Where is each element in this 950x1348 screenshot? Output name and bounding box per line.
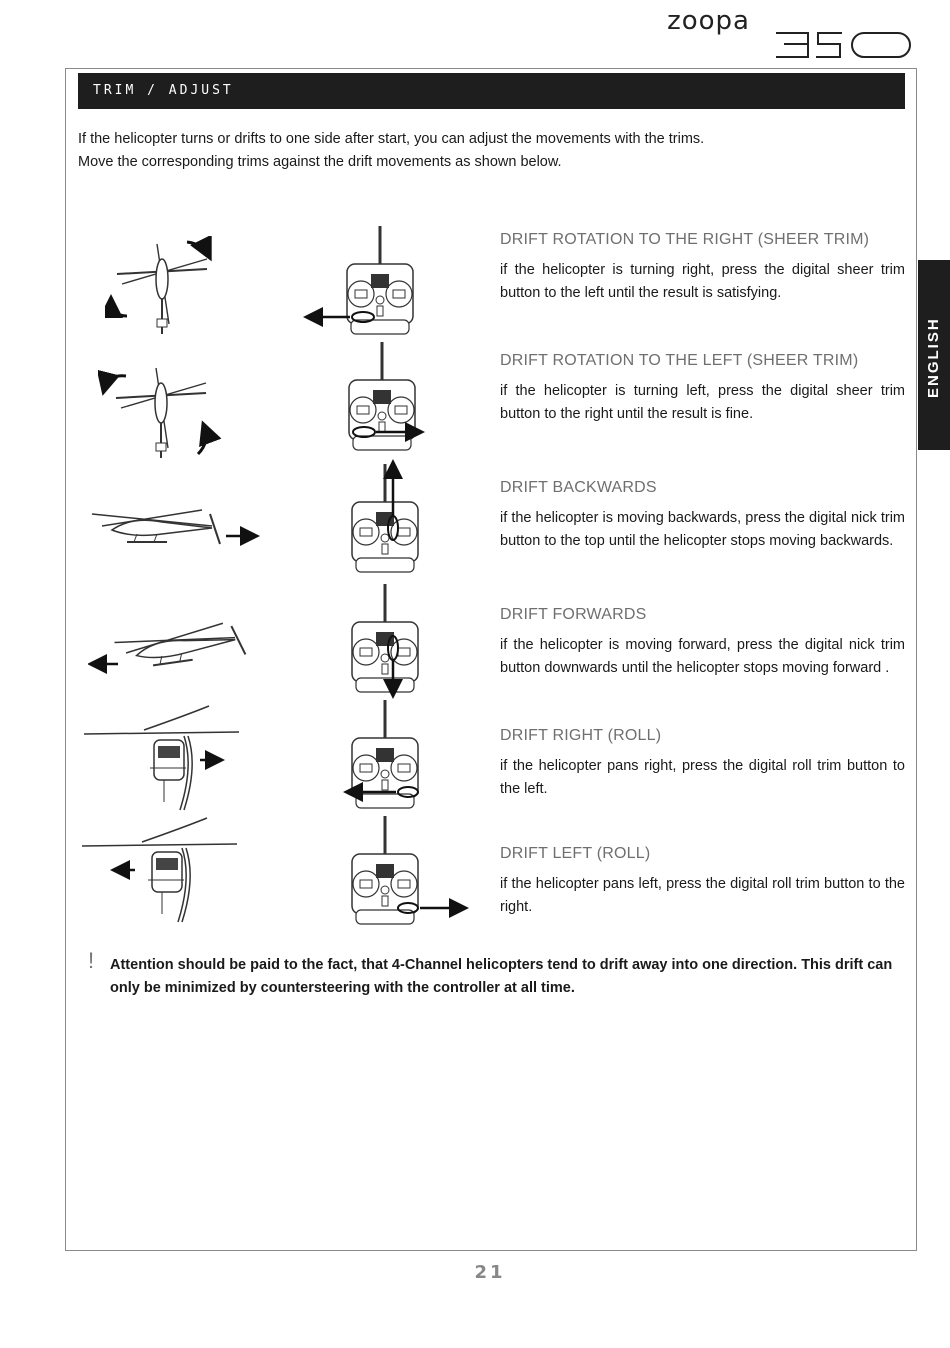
language-tab[interactable] — [918, 260, 950, 450]
page-number: 21 — [474, 1262, 506, 1283]
row-description: if the helicopter is turning right, press the digital sheer trim button to the left until the result is satisfying. — [500, 262, 905, 301]
row-title: DRIFT RIGHT (ROLL) — [500, 727, 662, 744]
intro-text — [78, 128, 908, 173]
remote-nick-trim-up-icon — [340, 456, 430, 576]
intro-line: If the helicopter turns or drifts to one side after start, you can adjust the movements with the trims. — [78, 131, 705, 147]
helicopter-panning-right-icon — [82, 704, 247, 814]
row-description: if the helicopter is turning left, press the digital sheer trim button to the right until the result is fine. — [500, 383, 905, 422]
attention-icon: ! — [88, 948, 95, 973]
brand-name: zoopa — [667, 6, 750, 36]
row-title: DRIFT LEFT (ROLL) — [500, 845, 651, 862]
helicopter-turning-left-icon — [98, 364, 223, 464]
section-title: TRIM / ADJUST — [93, 83, 234, 98]
row-description: if the helicopter pans right, press the digital roll trim button to the left. — [500, 758, 905, 797]
remote-sheer-trim-left-icon — [300, 224, 440, 339]
row-title: DRIFT ROTATION TO THE LEFT (SHEER TRIM) — [500, 352, 859, 369]
row-title: DRIFT BACKWARDS — [500, 479, 657, 496]
remote-nick-trim-down-icon — [340, 582, 430, 702]
row-title: DRIFT FORWARDS — [500, 606, 647, 623]
attention-note: Attention should be paid to the fact, that 4-Channel helicopters tend to drift away into one direction. This drift can only be minimized by countersteering with the controller at all time. — [110, 957, 893, 996]
helicopter-turning-right-icon — [105, 236, 225, 341]
remote-roll-trim-left-icon — [340, 698, 430, 813]
remote-roll-trim-right-icon — [340, 814, 470, 929]
language-tab-label: ENGLISH — [925, 317, 942, 398]
helicopter-drifting-forward-icon — [88, 622, 248, 682]
row-description: if the helicopter is moving forward, press the digital nick trim button downwards until the helicopter stops moving forward . — [500, 637, 905, 676]
remote-sheer-trim-right-icon — [300, 340, 440, 455]
helicopter-panning-left-icon — [80, 816, 245, 926]
row-title: DRIFT ROTATION TO THE RIGHT (SHEER TRIM) — [500, 231, 870, 248]
row-description: if the helicopter is moving backwards, press the digital nick trim button to the top until the helicopter stops moving backwards. — [500, 510, 905, 549]
intro-line: Move the corresponding trims against the drift movements as shown below. — [78, 153, 562, 170]
section-header — [78, 73, 905, 109]
row-description: if the helicopter pans left, press the digital roll trim button to the right. — [500, 876, 905, 915]
model-number-logo — [774, 30, 914, 60]
helicopter-drifting-backward-icon — [90, 500, 260, 560]
